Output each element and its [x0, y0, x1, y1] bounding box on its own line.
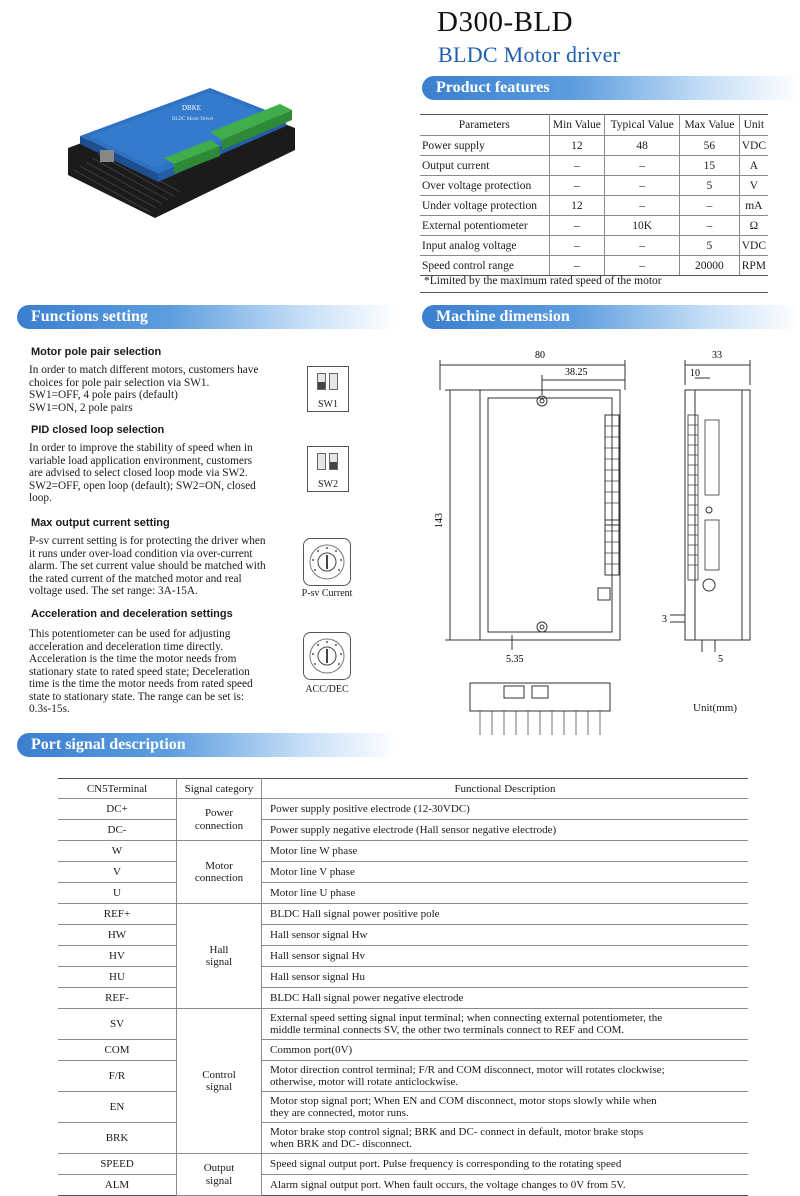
table-cell: External potentiometer — [420, 216, 549, 236]
dim-height-label: 143 — [434, 513, 445, 528]
col-header: Signal category — [177, 779, 262, 799]
text-line: choices for pole pair selection via SW1. — [29, 376, 210, 389]
table-header-row — [420, 115, 768, 136]
table-row — [58, 925, 748, 946]
table-row — [58, 967, 748, 988]
function-heading: Acceleration and deceleration settings — [31, 608, 233, 620]
table-row — [420, 156, 768, 176]
text-line: P-sv current setting is for protecting the driver when — [29, 535, 266, 547]
table-cell: – — [605, 156, 680, 176]
terminal-cell: HV — [58, 946, 177, 967]
table-cell: 10K — [605, 216, 680, 236]
description-cell: Hall sensor signal Hv — [262, 946, 749, 967]
terminal-cell: W — [58, 841, 177, 862]
sw2-dip-switch[interactable] — [307, 446, 349, 492]
figure-caption: SW2 — [318, 479, 338, 490]
col-header: Functional Description — [262, 779, 749, 799]
product-brand-label: DBKE — [182, 104, 202, 112]
product-features-table — [420, 114, 768, 276]
dim-flange-label: 3 — [662, 614, 667, 625]
table-cell: Speed control range — [420, 256, 549, 276]
terminal-cell: U — [58, 883, 177, 904]
table-cell: – — [605, 236, 680, 256]
description-cell: Common port(0V) — [262, 1040, 749, 1061]
table-cell: – — [549, 216, 605, 236]
function-heading: Max output current setting — [31, 517, 170, 529]
table-row — [58, 946, 748, 967]
description-cell: Speed signal output port. Pulse frequency is corresponding to the rotating speed — [262, 1154, 749, 1175]
col-header: Typical Value — [605, 115, 680, 136]
text-line: This potentiometer can be used for adjusting — [29, 628, 231, 640]
col-header: CN5Terminal — [58, 779, 177, 799]
text-line: the rated current of the matched motor and real — [29, 572, 242, 585]
section-banner-functions-setting: Functions setting — [17, 305, 397, 329]
function-description — [29, 628, 287, 716]
category-cell: Output signal — [177, 1154, 262, 1196]
table-cell: Output current — [420, 156, 549, 176]
description-cell: Motor stop signal port; When EN and COM disconnect, motor stops slowly while when they are connected, motor runs. — [262, 1092, 749, 1123]
table-cell: – — [549, 236, 605, 256]
terminal-cell: COM — [58, 1040, 177, 1061]
function-description — [29, 442, 287, 505]
port-signal-table — [58, 778, 748, 1196]
col-header: Min Value — [549, 115, 605, 136]
dim-edge-offset-label: 5.35 — [506, 654, 524, 665]
category-cell: Hall signal — [177, 904, 262, 1009]
description-cell: BLDC Hall signal power positive pole — [262, 904, 749, 925]
text-line: In order to improve the stability of speed when in — [29, 442, 253, 454]
table-row — [420, 176, 768, 196]
text-line: acceleration and deceleration time directly. — [29, 640, 224, 653]
psv-current-knob[interactable] — [303, 538, 351, 586]
table-cell: 5 — [680, 236, 740, 256]
function-heading: PID closed loop selection — [31, 424, 165, 436]
terminal-cell: F/R — [58, 1061, 177, 1092]
table-cell: A — [739, 156, 768, 176]
dim-foot-label: 5 — [718, 654, 723, 665]
text-line: SW1=ON, 2 pole pairs — [29, 401, 133, 414]
terminal-cell: SV — [58, 1009, 177, 1040]
text-line: SW1=OFF, 4 pole pairs (default) — [29, 389, 178, 401]
figure-caption: SW1 — [318, 399, 338, 410]
table-cell: – — [549, 176, 605, 196]
table-cell: VDC — [739, 236, 768, 256]
terminal-cell: V — [58, 862, 177, 883]
description-cell: Power supply negative electrode (Hall sensor negative electrode) — [262, 820, 749, 841]
function-description — [29, 364, 287, 414]
table-row — [58, 1154, 748, 1175]
description-cell: BLDC Hall signal power negative electrode — [262, 988, 749, 1009]
sw1-dip-switch[interactable] — [307, 366, 349, 412]
table-cell: – — [605, 176, 680, 196]
section-banner-product-features: Product features — [422, 76, 800, 100]
col-header: Parameters — [420, 115, 549, 136]
table-cell: – — [605, 256, 680, 276]
table-cell: Input analog voltage — [420, 236, 549, 256]
table-row — [58, 841, 748, 862]
table-cell: – — [680, 216, 740, 236]
table-row — [420, 136, 768, 156]
dim-side-offset-label: 10 — [690, 368, 700, 379]
description-cell: Motor brake stop control signal; BRK and DC- connect in default, motor brake stops when BRK and DC- disconnect. — [262, 1123, 749, 1154]
category-cell: Motor connection — [177, 841, 262, 904]
table-cell: V — [739, 176, 768, 196]
dim-hole-spacing-label: 38.25 — [565, 367, 588, 378]
table-row — [58, 1123, 748, 1154]
section-banner-port-signal: Port signal description — [17, 733, 397, 757]
dim-depth-label: 33 — [712, 350, 722, 361]
product-label-line: BLDC Motor Driver — [172, 117, 214, 122]
text-line: are advised to select closed loop mode via SW2. — [29, 467, 248, 479]
table-cell: 5 — [680, 176, 740, 196]
unit-label: Unit(mm) — [693, 702, 737, 714]
table-cell: Power supply — [420, 136, 549, 156]
table-row — [58, 883, 748, 904]
dip-slot — [317, 453, 326, 470]
description-cell: External speed setting signal input terminal; when connecting external potentiometer, the middle terminal connects SV, the other two terminals connect to REF and COM. — [262, 1009, 749, 1040]
table-cell: Ω — [739, 216, 768, 236]
table-cell: 12 — [549, 196, 605, 216]
category-cell: Control signal — [177, 1009, 262, 1154]
section-banner-machine-dimension: Machine dimension — [422, 305, 800, 329]
figure-caption: P-sv Current — [301, 588, 353, 599]
table-row — [58, 1061, 748, 1092]
col-header: Unit — [739, 115, 768, 136]
table-row — [58, 904, 748, 925]
text-line: Acceleration is the time the motor needs from — [29, 653, 237, 665]
description-cell: Power supply positive electrode (12-30VDC) — [262, 799, 749, 820]
table-cell: VDC — [739, 136, 768, 156]
text-line: stationary state to rated speed state; Deceleration — [29, 665, 250, 678]
table-cell: 20000 — [680, 256, 740, 276]
table-cell: RPM — [739, 256, 768, 276]
text-line: loop. — [29, 492, 52, 504]
terminal-cell: HU — [58, 967, 177, 988]
table-row — [58, 799, 748, 820]
dip-slot — [329, 453, 338, 470]
table-row — [420, 236, 768, 256]
table-row — [58, 862, 748, 883]
dip-slot — [329, 373, 338, 390]
terminal-cell: DC+ — [58, 799, 177, 820]
function-description — [29, 535, 287, 598]
table-row — [58, 1009, 748, 1040]
product-model-title: D300-BLD — [437, 6, 574, 38]
terminal-cell: REF- — [58, 988, 177, 1009]
text-line: variable load application environment, customers — [29, 454, 253, 467]
dip-slot — [317, 373, 326, 390]
dim-width-label: 80 — [535, 350, 545, 361]
terminal-cell: REF+ — [58, 904, 177, 925]
table-cell: – — [549, 256, 605, 276]
table-row — [58, 1092, 748, 1123]
features-footnote: *Limited by the maximum rated speed of the motor — [424, 275, 662, 287]
product-photo — [60, 70, 305, 230]
acc-dec-knob[interactable] — [303, 632, 351, 680]
table-cell: – — [680, 196, 740, 216]
text-line: In order to match different motors, customers have — [29, 364, 259, 376]
divider — [420, 292, 768, 293]
terminal-cell: ALM — [58, 1175, 177, 1196]
terminal-cell: DC- — [58, 820, 177, 841]
table-cell: Under voltage protection — [420, 196, 549, 216]
text-line: alarm. The set current value should be matched with — [29, 560, 266, 572]
table-row — [420, 216, 768, 236]
port-table-body — [58, 799, 748, 1196]
function-heading: Motor pole pair selection — [31, 346, 162, 358]
text-line: SW2=OFF, open loop (default); SW2=ON, closed — [29, 479, 256, 492]
terminal-cell: SPEED — [58, 1154, 177, 1175]
terminal-cell: HW — [58, 925, 177, 946]
table-cell: – — [605, 196, 680, 216]
table-row — [420, 256, 768, 276]
dimension-drawing — [420, 340, 790, 740]
table-row — [58, 1040, 748, 1061]
table-cell: 48 — [605, 136, 680, 156]
col-header: Max Value — [680, 115, 740, 136]
table-cell: 56 — [680, 136, 740, 156]
text-line: time is the time the motor needs from rated speed — [29, 678, 253, 690]
description-cell: Hall sensor signal Hu — [262, 967, 749, 988]
table-row — [420, 196, 768, 216]
description-cell: Alarm signal output port. When fault occurs, the voltage changes to 0V from 5V. — [262, 1175, 749, 1196]
table-cell: Over voltage protection — [420, 176, 549, 196]
terminal-cell: EN — [58, 1092, 177, 1123]
table-row — [58, 820, 748, 841]
product-subtitle: BLDC Motor driver — [438, 42, 621, 67]
table-cell: 15 — [680, 156, 740, 176]
table-cell: 12 — [549, 136, 605, 156]
description-cell: Hall sensor signal Hw — [262, 925, 749, 946]
table-header-row — [58, 779, 748, 799]
table-cell: – — [549, 156, 605, 176]
table-row — [58, 988, 748, 1009]
description-cell: Motor line U phase — [262, 883, 749, 904]
category-cell: Power connection — [177, 799, 262, 841]
text-line: 0.3s-15s. — [29, 703, 70, 715]
figure-caption: ACC/DEC — [305, 684, 349, 695]
description-cell: Motor line W phase — [262, 841, 749, 862]
description-cell: Motor line V phase — [262, 862, 749, 883]
table-cell: mA — [739, 196, 768, 216]
text-line: voltage used. The set range: 3A-15A. — [29, 585, 198, 597]
text-line: it runs under over-load condition via over-current — [29, 547, 253, 560]
description-cell: Motor direction control terminal; F/R and COM disconnect, motor will rotates clockwise; otherwise, motor will rotate anticlockwise. — [262, 1061, 749, 1092]
terminal-cell: BRK — [58, 1123, 177, 1154]
table-row — [58, 1175, 748, 1196]
text-line: state to stationary state. The range can be set is: — [29, 690, 244, 703]
